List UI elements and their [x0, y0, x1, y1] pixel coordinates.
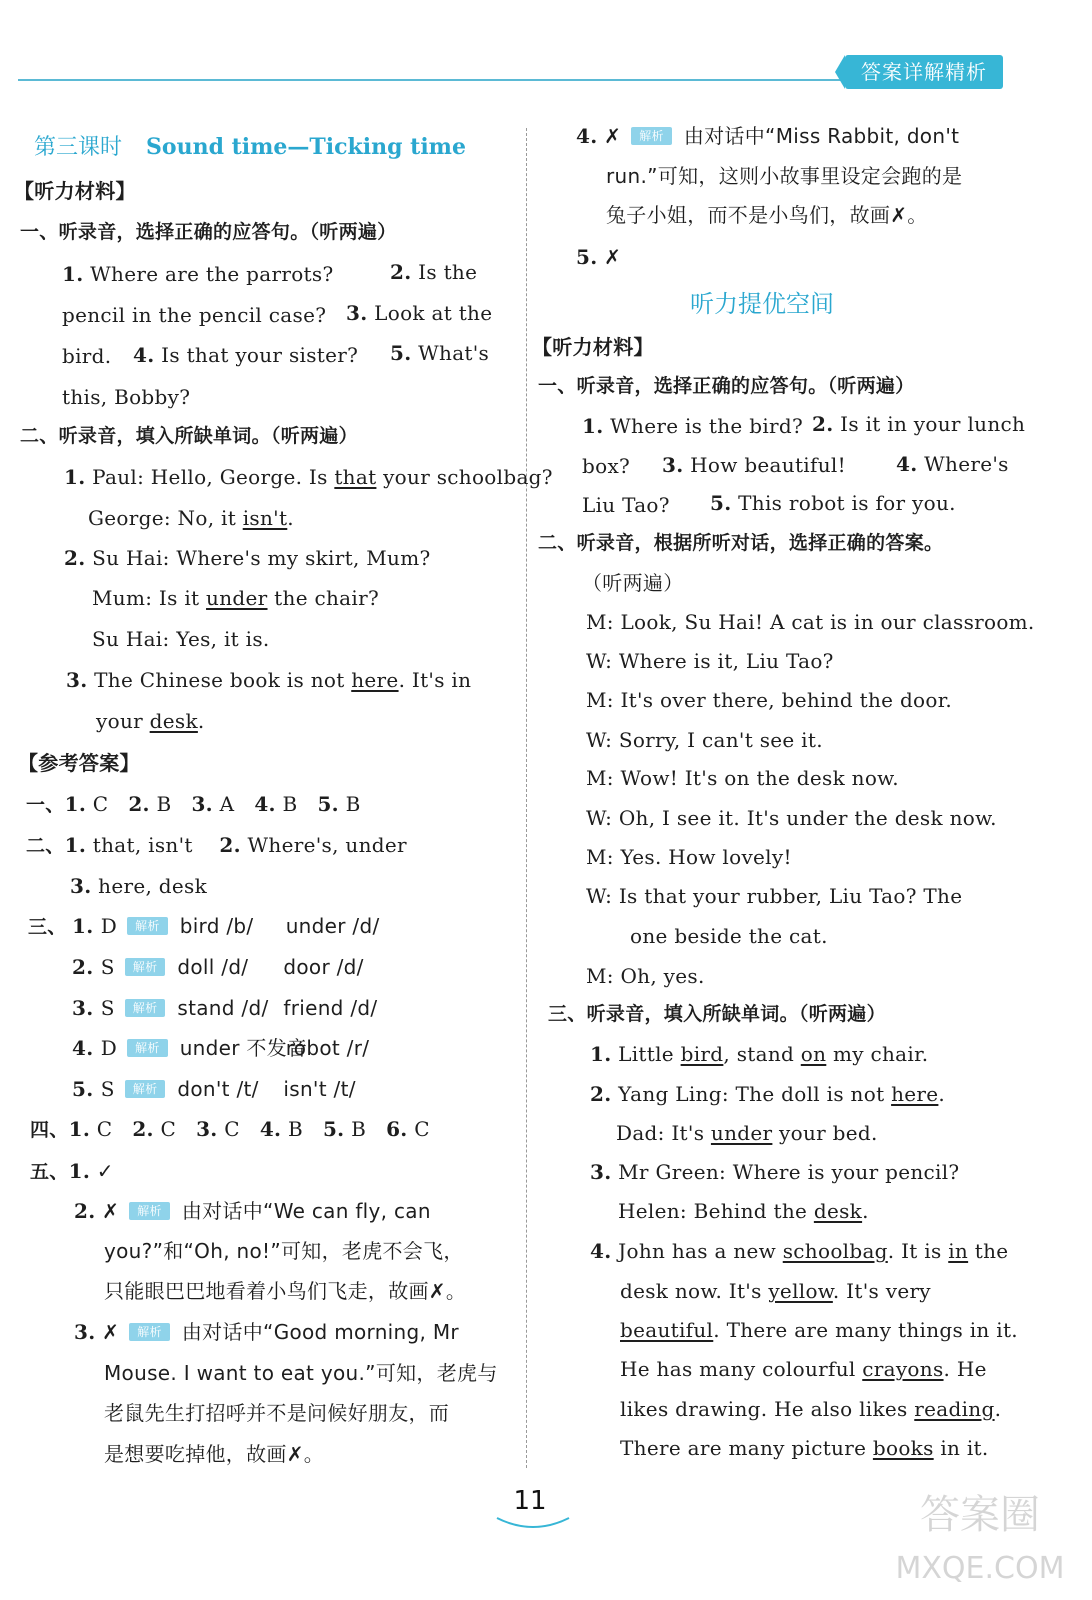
- answers-5-item-2-line-2: you?”和“Oh, no!”可知，老虎不会飞，: [104, 1239, 464, 1263]
- lesson-title-en: Sound time—Ticking time: [146, 134, 466, 160]
- answers-1: 一、1. C 2. B 3. A 4. B 5. B: [26, 792, 361, 816]
- answers-4: 四、1. C 2. C 3. C 4. B 5. B 6. C: [30, 1117, 430, 1141]
- dialog-2-line-3: Su Hai: Yes, it is.: [92, 627, 270, 651]
- answer-value: C: [86, 792, 109, 816]
- answers-5-item-3-line-2: Mouse. I want to eat you.”可知，老虎与: [104, 1361, 498, 1385]
- dialog-line: W: Is that your rubber, Liu Tao? The: [586, 884, 963, 908]
- answers-3-row: 1. D 解析 bird /b/ under /d/: [72, 914, 380, 938]
- answers-3-row: 2. S 解析 doll /d/ door /d/: [72, 955, 364, 979]
- column-divider: [526, 128, 527, 1468]
- answer-number: 5.: [317, 792, 339, 816]
- answer-number: 1.: [64, 792, 87, 816]
- answer-value: B: [338, 792, 361, 816]
- answers-5-item-2-line-3: 只能眼巴巴地看着小鸟们飞走，故画✗。: [104, 1279, 467, 1303]
- answer-value: C: [90, 1117, 113, 1141]
- answer-number: 4.: [259, 1117, 282, 1141]
- r-q4-end: Liu Tao?: [582, 493, 670, 517]
- analysis-badge: 解析: [127, 917, 168, 935]
- answers-5-item-3-line-4: 是想要吃掉他，故画✗。: [104, 1442, 325, 1466]
- dialog-line: M: Wow! It's on the desk now.: [586, 766, 899, 790]
- section-2-heading-2: 二、听录音，根据所听对话，选择正确的答案。: [538, 532, 944, 554]
- page-number-curve: [495, 1514, 571, 1532]
- answers-5-item-3-line-1: 3. ✗ 解析 由对话中“Good morning, Mr: [74, 1320, 459, 1344]
- answer-number: 2.: [132, 1117, 154, 1141]
- section-1-heading: 一、听录音，选择正确的应答句。（听两遍）: [20, 221, 397, 243]
- lesson-title: [34, 130, 466, 161]
- section-2-heading: 二、听录音，填入所缺单词。（听两遍）: [20, 425, 358, 447]
- dialog-line: M: Oh, yes.: [586, 964, 705, 988]
- fill-2-line-1: 2. Yang Ling: The doll is not here.: [590, 1082, 946, 1106]
- q2-start: 2. Is the: [390, 260, 478, 284]
- dialog-line: M: Yes. How lovely!: [586, 845, 792, 869]
- answers-5-item-4-line-1: 4. ✗ 解析 由对话中“Miss Rabbit, don't: [576, 124, 960, 148]
- q3-end: bird.: [62, 344, 112, 368]
- dialog-line: W: Sorry, I can't see it.: [586, 728, 823, 752]
- fill-1: 1. Little bird, stand on my chair.: [590, 1042, 929, 1066]
- analysis-badge: 解析: [129, 1202, 170, 1220]
- analysis-badge: 解析: [125, 1080, 166, 1098]
- fill-4-line-2: desk now. It's yellow. It's very: [620, 1279, 931, 1303]
- answer-value: B: [149, 792, 172, 816]
- watermark-logo: [895, 1478, 1065, 1588]
- dialog-2-line-1: 2. Su Hai: Where's my skirt, Mum?: [64, 546, 431, 570]
- r-q2-end: box?: [582, 454, 631, 478]
- dialog-line: W: Oh, I see it. It's under the desk now.: [586, 806, 997, 830]
- header-rule: [18, 79, 850, 81]
- fill-4-line-3: beautiful. There are many things in it.: [620, 1318, 1018, 1342]
- answer-value: C: [407, 1117, 430, 1141]
- q4: 4. Is that your sister?: [133, 343, 359, 367]
- answers-5-row-1: 五、1. ✓: [30, 1159, 114, 1183]
- answer-value: B: [344, 1117, 367, 1141]
- lesson-title-zh: 第三课时: [34, 135, 123, 160]
- page-number: 11: [513, 1486, 547, 1516]
- answers-3-row: 5. S 解析 don't /t/ isn't /t/: [72, 1077, 356, 1101]
- section-2-heading-2-cont: （听两遍）: [582, 571, 684, 595]
- answer-value: B: [281, 1117, 303, 1141]
- header-tab: 答案详解精析: [845, 55, 1003, 89]
- fill-3-line-1: 3. Mr Green: Where is your pencil?: [590, 1160, 960, 1184]
- section-title-improve: 听力提优空间: [690, 290, 834, 318]
- svg-text:答案圈MXQE.COM: 答案圈 MXQE.COM: [895, 1492, 1065, 1586]
- fill-4-line-4: He has many colourful crayons. He: [620, 1357, 987, 1381]
- q3-start: 3. Look at the: [346, 301, 493, 325]
- dialog-2-line-2: Mum: Is it under the chair?: [92, 586, 379, 610]
- dialog-3-line-1: 3. The Chinese book is not here. It's in: [66, 668, 472, 692]
- q1: 1. Where are the parrots?: [62, 262, 334, 286]
- analysis-badge: 解析: [631, 127, 672, 145]
- answer-value: A: [212, 792, 235, 816]
- dialog-line: W: Where is it, Liu Tao?: [586, 649, 834, 673]
- fill-3-line-2: Helen: Behind the desk.: [618, 1199, 869, 1223]
- answer-value: C: [153, 1117, 177, 1141]
- answers-3-row: 3. S 解析 stand /d/ friend /d/: [72, 996, 378, 1020]
- dialog-1-line-2: George: No, it isn't.: [88, 506, 294, 530]
- answer-number: 6.: [386, 1117, 408, 1141]
- analysis-badge: 解析: [125, 999, 166, 1017]
- r-q3: 3. How beautiful!: [662, 453, 846, 477]
- fill-4-line-5: likes drawing. He also likes reading.: [620, 1397, 1002, 1421]
- r-q5: 5. This robot is for you.: [710, 491, 956, 515]
- answer-number: 2.: [128, 792, 150, 816]
- listening-material-heading-2: 【听力材料】: [532, 335, 654, 359]
- analysis-badge: 解析: [125, 958, 166, 976]
- dialog-line: M: Look, Su Hai! A cat is in our classroom.: [586, 610, 1035, 634]
- answer-value: C: [217, 1117, 240, 1141]
- answer-number: 1.: [68, 1117, 91, 1141]
- q2-end: pencil in the pencil case?: [62, 303, 327, 327]
- r-q4-start: 4. Where's: [896, 452, 1009, 476]
- answers-5-item-4-line-3: 兔子小姐，而不是小鸟们，故画✗。: [606, 203, 928, 227]
- answers-5-item-2-line-1: 2. ✗ 解析 由对话中“We can fly, can: [74, 1199, 431, 1223]
- answer-number: 3.: [191, 792, 213, 816]
- answers-5-item-3-line-3: 老鼠先生打招呼并不是问候好朋友，而: [104, 1401, 450, 1425]
- r-q1: 1. Where is the bird?: [582, 414, 803, 438]
- dialog-3-line-2: your desk.: [96, 709, 205, 733]
- answer-value: B: [275, 792, 298, 816]
- fill-4-line-1: 4. John has a new schoolbag. It is in the: [590, 1239, 1009, 1263]
- fill-4-line-6: There are many picture books in it.: [620, 1436, 989, 1460]
- fill-2-line-2: Dad: It's under your bed.: [616, 1121, 878, 1145]
- answer-number: 3.: [196, 1117, 218, 1141]
- answers-5-item-5: 5. ✗: [576, 245, 622, 269]
- section-1-heading-2: 一、听录音，选择正确的应答句。（听两遍）: [538, 375, 915, 397]
- answers-3-label: 三、: [28, 916, 67, 938]
- answers-3-row: 4. D 解析 under 不发音robot /r/: [72, 1036, 370, 1060]
- answer-number: 4.: [254, 792, 276, 816]
- answer-number: 5.: [322, 1117, 345, 1141]
- analysis-badge: 解析: [127, 1039, 168, 1057]
- analysis-badge: 解析: [129, 1323, 170, 1341]
- r-q2-start: 2. Is it in your lunch: [812, 412, 1026, 436]
- answers-5-item-4-line-2: run.”可知，这则小故事里设定会跑的是: [606, 164, 963, 188]
- q5-end: this, Bobby?: [62, 385, 191, 409]
- dialog-1-line-1: 1. Paul: Hello, George. Is that your schoolbag?: [64, 465, 553, 489]
- dialog-line: one beside the cat.: [630, 924, 828, 948]
- q5-start: 5. What's: [390, 341, 490, 365]
- answers-2-row-2: 3. here, desk: [70, 874, 208, 898]
- answers-2-row-1: 二、1. that, isn't 2. Where's, under: [26, 833, 407, 857]
- dialog-line: M: It's over there, behind the door.: [586, 688, 953, 712]
- reference-answer-heading: 【参考答案】: [18, 751, 140, 775]
- section-3-heading-2: 三、听录音，填入所缺单词。（听两遍）: [548, 1003, 886, 1025]
- listening-material-heading: 【听力材料】: [14, 179, 136, 203]
